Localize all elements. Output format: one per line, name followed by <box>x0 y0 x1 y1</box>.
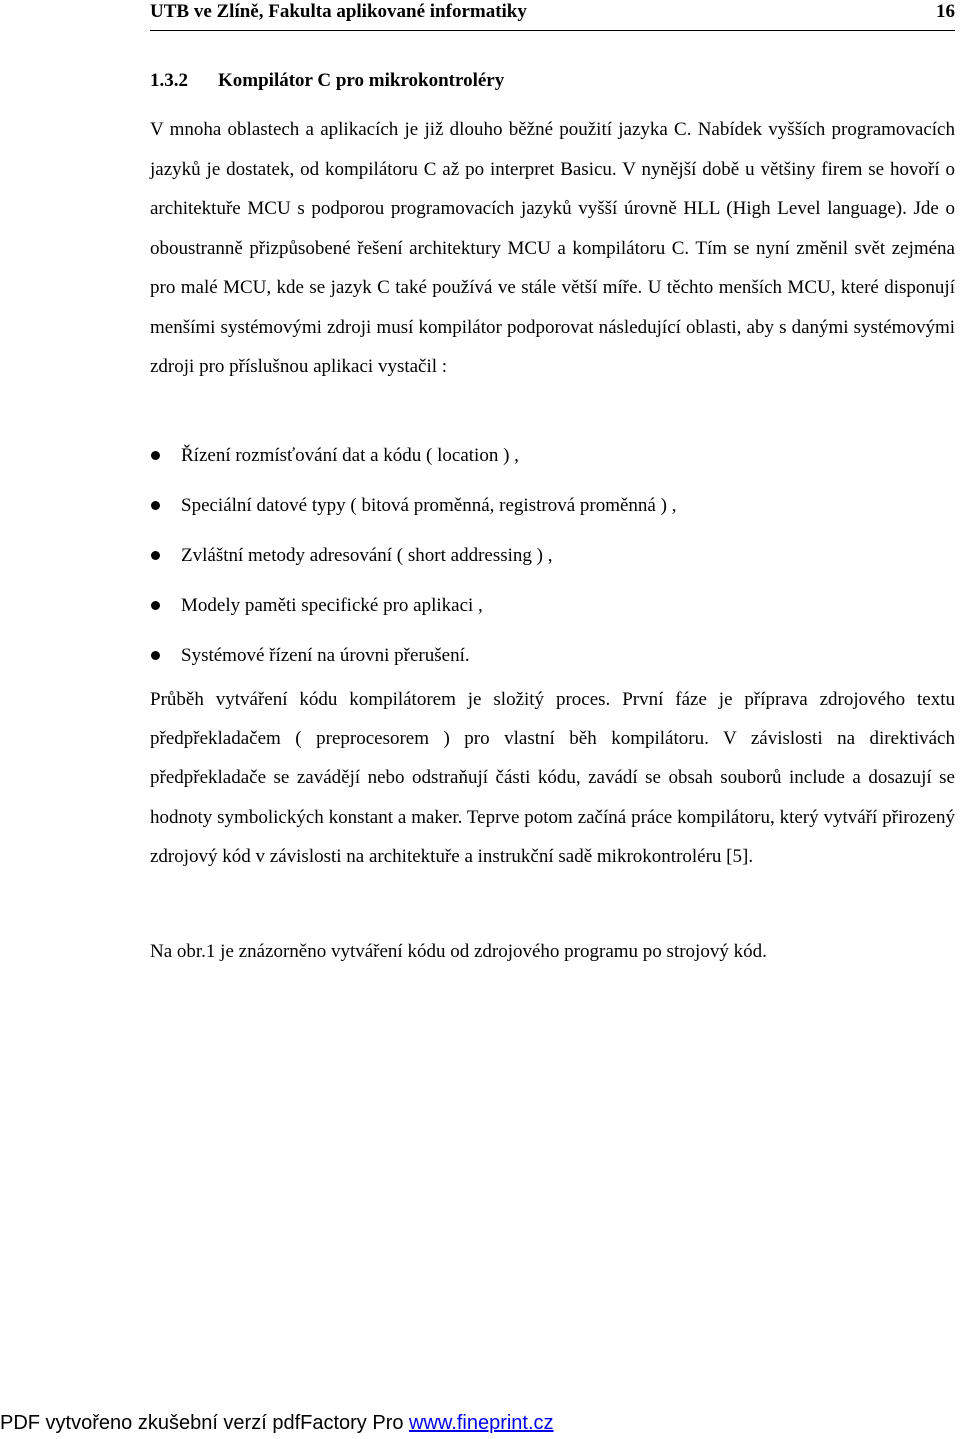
list-item-text: Speciální datové typy ( bitová proměnná, registrová proměnná ) , <box>181 495 677 516</box>
list-item-text: Modely paměti specifické pro aplikaci , <box>181 595 483 616</box>
running-header <box>150 0 960 24</box>
list-item-text: Zvláštní metody adresování ( short addressing ) , <box>181 545 553 566</box>
header-title: UTB ve Zlíně, Fakulta aplikované informatiky <box>150 1 527 22</box>
bullet-icon <box>151 651 160 660</box>
figure-reference-paragraph: Na obr.1 je znázorněno vytváření kódu od zdrojového programu po strojový kód. <box>150 941 767 962</box>
bullet-icon <box>151 501 160 510</box>
page-number: 16 <box>936 1 955 22</box>
section-number: 1.3.2 <box>150 70 188 91</box>
bullet-icon <box>151 551 160 560</box>
process-paragraph: Průběh vytváření kódu kompilátorem je složitý proces. První fáze je příprava zdrojového textu předpřekladačem ( preprocesorem ) pro vlastní běh kompilátoru. V závislosti na direktivách předpřekladače se zavádějí nebo odstraňují části kódu, zavádí se obsah souborů include a dosazují se hodnoty symbolických konstant a maker. Teprve potom začíná práce kompilátoru, který vytváří přirozený zdrojový kód v závislosti na architektuře a instrukční sadě mikrokontroléru [5]. <box>150 689 955 867</box>
section-heading <box>150 68 504 94</box>
list-item <box>150 432 955 482</box>
requirements-list <box>150 432 955 682</box>
pdf-footer <box>0 1410 960 1436</box>
footer-text: PDF vytvořeno zkušební verzí pdfFactory Pro <box>0 1412 410 1434</box>
list-item <box>150 482 955 532</box>
list-item-text: Řízení rozmísťování dat a kódu ( location ) , <box>181 445 519 466</box>
bullet-icon <box>151 601 160 610</box>
footer-link[interactable]: www.fineprint.cz <box>409 1412 554 1434</box>
intro-paragraph: V mnoha oblastech a aplikacích je již dlouho běžné použití jazyka C. Nabídek vyšších programovacích jazyků je dostatek, od kompilátoru C až po interpret Basicu. V nynější době u většiny firem se hovoří o architektuře MCU s podporou programovacích jazyků vyšší úrovně HLL (High Level language). Jde o oboustranně přizpůsobené řešení architektury MCU a kompilátoru C. Tím se nyní změnil svět zejména pro malé MCU, kde se jazyk C také používá ve stále větší míře. U těchto menších MCU, které disponují menšími systémovými zdroji musí kompilátor podporovat následující oblasti, aby s danými systémovými zdroji pro příslušnou aplikaci vystačil : <box>150 119 955 377</box>
list-item-text: Systémové řízení na úrovni přerušení. <box>181 645 470 666</box>
bullet-icon <box>151 451 160 460</box>
header-divider <box>150 30 955 31</box>
list-item <box>150 582 955 632</box>
section-title: Kompilátor C pro mikrokontroléry <box>218 70 505 91</box>
list-item <box>150 532 955 582</box>
list-item <box>150 632 955 682</box>
